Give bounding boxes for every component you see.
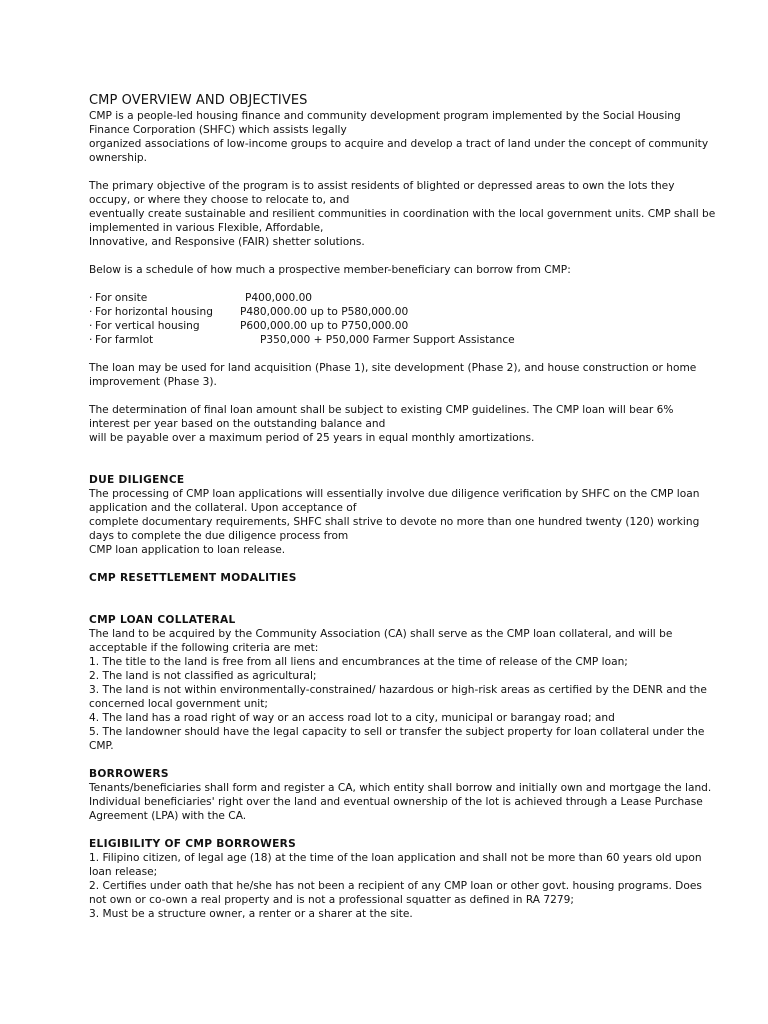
borrowers-paragraph	[89, 781, 712, 823]
borrowers-heading: BORROWERS	[89, 768, 169, 780]
due-diligence-paragraph	[89, 487, 700, 557]
text-line: Tenants/beneficiaries shall form and register a CA, which entity shall borrow and initially own and mortgage the land.	[89, 782, 712, 794]
list-item	[89, 319, 679, 333]
schedule-label: For horizontal housing	[95, 306, 213, 318]
text-line: The processing of CMP loan applications will essentially involve due diligence verification by SHFC on the CMP loan	[89, 488, 700, 500]
text-line: will be payable over a maximum period of 25 years in equal monthly amortizations.	[89, 432, 535, 444]
overview-paragraph-4	[89, 361, 697, 389]
text-line: 2. The land is not classified as agricultural;	[89, 670, 317, 682]
text-line: The loan may be used for land acquisition (Phase 1), site development (Phase 2), and house construction or home	[89, 362, 697, 374]
text-line: concerned local government unit;	[89, 698, 268, 710]
text-line: 1. The title to the land is free from all liens and encumbrances at the time of release of the CMP loan;	[89, 656, 628, 668]
text-line: loan release;	[89, 866, 158, 878]
loan-collateral-heading: CMP LOAN COLLATERAL	[89, 614, 236, 626]
text-line: implemented in various Flexible, Affordable,	[89, 222, 324, 234]
schedule-amount: P400,000.00	[245, 292, 313, 304]
text-line: 2. Certifies under oath that he/she has not been a recipient of any CMP loan or other govt. housing programs. Does	[89, 880, 702, 892]
text-line: ownership.	[89, 152, 148, 164]
eligibility-heading: ELIGIBILITY OF CMP BORROWERS	[89, 838, 297, 850]
loan-schedule-list	[89, 291, 679, 347]
list-item	[89, 305, 679, 319]
text-line: Individual beneficiaries' right over the land and eventual ownership of the lot is achieved through a Lease Purchase	[89, 796, 703, 808]
bullet-icon: ·	[89, 320, 93, 332]
schedule-label: For farmlot	[95, 334, 154, 346]
schedule-label: For vertical housing	[95, 320, 200, 332]
text-line: CMP.	[89, 740, 114, 752]
text-line: occupy, or where they choose to relocate to, and	[89, 194, 350, 206]
text-line: acceptable if the following criteria are met:	[89, 642, 319, 654]
overview-title: CMP OVERVIEW AND OBJECTIVES	[89, 93, 308, 108]
text-line: days to complete the due diligence process from	[89, 530, 349, 542]
bullet-icon: ·	[89, 334, 93, 346]
text-line: CMP is a people-led housing finance and community development program implemented by the Social Housing	[89, 110, 681, 122]
text-line: 1. Filipino citizen, of legal age (18) at the time of the loan application and shall not be more than 60 years old upon	[89, 852, 702, 864]
schedule-amount: P350,000 + P50,000 Farmer Support Assistance	[260, 334, 515, 346]
schedule-amount: P600,000.00 up to P750,000.00	[240, 320, 409, 332]
overview-paragraph-3	[89, 263, 679, 277]
text-line: interest per year based on the outstanding balance and	[89, 418, 386, 430]
text-line: Innovative, and Responsive (FAIR) shetter solutions.	[89, 236, 365, 248]
text-line: The primary objective of the program is to assist residents of blighted or depressed areas to own the lots they	[89, 180, 675, 192]
text-line: improvement (Phase 3).	[89, 376, 217, 388]
text-line: application and the collateral. Upon acceptance of	[89, 502, 357, 514]
text-line: not own or co-own a real property and is not a professional squatter as defined in RA 7279;	[89, 894, 574, 906]
resettlement-heading: CMP RESETTLEMENT MODALITIES	[89, 572, 297, 584]
text-line: 4. The land has a road right of way or an access road lot to a city, municipal or barangay road; and	[89, 712, 615, 724]
overview-paragraph-2	[89, 179, 716, 249]
text-line: 3. The land is not within environmentally-constrained/ hazardous or high-risk areas as certified by the DENR and the	[89, 684, 707, 696]
text-line: 3. Must be a structure owner, a renter or a sharer at the site.	[89, 908, 413, 920]
text-line: The determination of final loan amount shall be subject to existing CMP guidelines. The CMP loan will bear 6%	[89, 404, 674, 416]
schedule-label: For onsite	[95, 292, 148, 304]
due-diligence-heading: DUE DILIGENCE	[89, 474, 185, 486]
document-page	[89, 93, 716, 921]
text-line: complete documentary requirements, SHFC shall strive to devote no more than one hundred twenty (120) working	[89, 516, 700, 528]
schedule-amount: P480,000.00 up to P580,000.00	[240, 306, 409, 318]
text-line: CMP loan application to loan release.	[89, 544, 286, 556]
text-line: Finance Corporation (SHFC) which assists legally	[89, 124, 347, 136]
text-line: Agreement (LPA) with the CA.	[89, 810, 247, 822]
bullet-icon: ·	[89, 292, 93, 304]
overview-paragraph-1	[89, 109, 709, 165]
text-line: Below is a schedule of how much a prospective member-beneficiary can borrow from CMP:	[89, 264, 571, 276]
text-line: organized associations of low-income groups to acquire and develop a tract of land under the concept of community	[89, 138, 709, 150]
list-item	[89, 333, 679, 347]
text-line: eventually create sustainable and resilient communities in coordination with the local government units. CMP shall be	[89, 208, 716, 220]
loan-collateral-paragraph	[89, 627, 707, 753]
text-line: The land to be acquired by the Community Association (CA) shall serve as the CMP loan collateral, and will be	[89, 628, 673, 640]
text-line: 5. The landowner should have the legal capacity to sell or transfer the subject property for loan collateral under the	[89, 726, 705, 738]
list-item	[89, 291, 679, 305]
eligibility-paragraph	[89, 851, 702, 921]
overview-paragraph-5	[89, 403, 679, 445]
bullet-icon: ·	[89, 306, 93, 318]
